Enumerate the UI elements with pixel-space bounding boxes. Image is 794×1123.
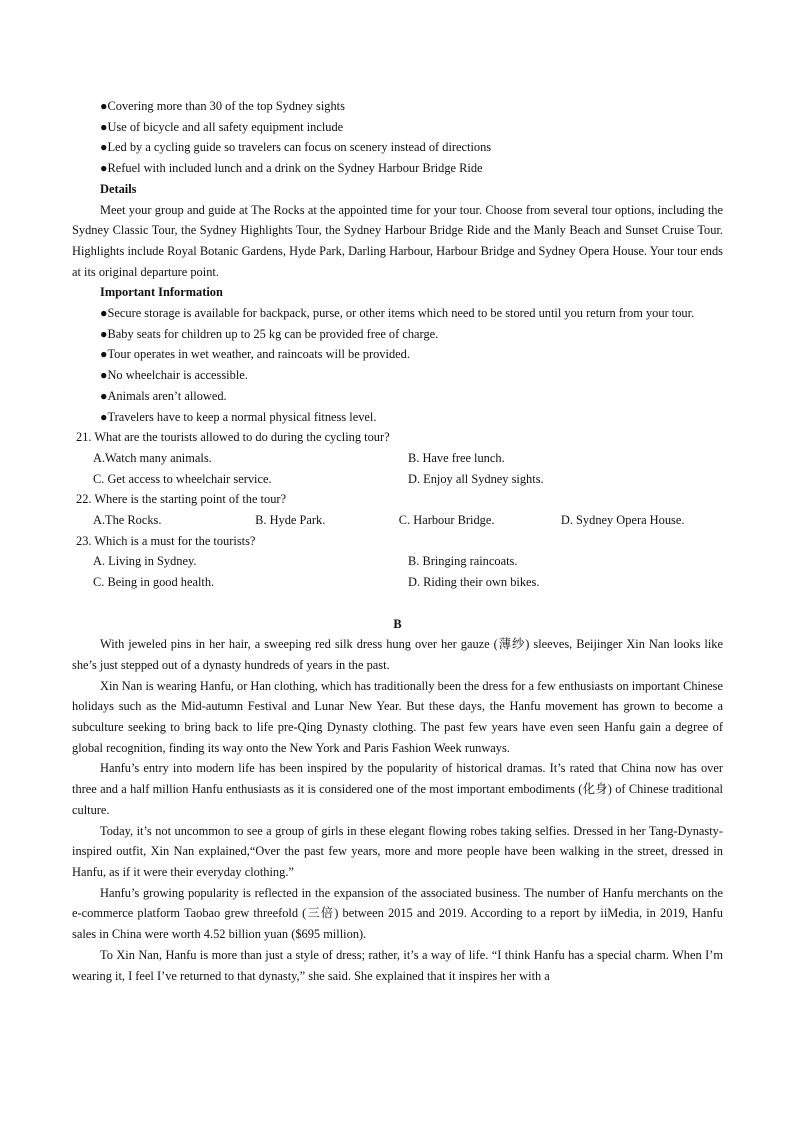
option-21a: A.Watch many animals.: [93, 450, 212, 465]
bullet-item: ●Refuel with included lunch and a drink on the Sydney Harbour Bridge Ride: [100, 161, 483, 176]
info-item: ●Animals aren’t allowed.: [100, 388, 227, 403]
option-22b: B. Hyde Park.: [255, 513, 326, 528]
info-item: ●Secure storage is available for backpack, purse, or other items which need to be stored until you return from your tour.: [100, 306, 695, 321]
option-22c: C. Harbour Bridge.: [398, 513, 495, 528]
option-21d: D. Enjoy all Sydney sights.: [408, 471, 544, 486]
article-paragraph: To Xin Nan, Hanfu is more than just a style of dress; rather, it’s a way of life. “I think Hanfu has a special charm. When I’m wearing it, I feel I’ve returned to that dynasty,” she said. She explained that it inspires her with a: [72, 947, 723, 983]
info-item: ●Tour operates in wet weather, and raincoats will be provided.: [100, 347, 410, 362]
bullet-item: ●Covering more than 30 of the top Sydney sights: [100, 99, 345, 113]
article-paragraph: Xin Nan is wearing Hanfu, or Han clothing, which has traditionally been the dress for a few enthusiasts on important Chinese holidays such as the Mid-autumn Festival and Lunar New Year. But these days, the Hanfu movement has grown to become a subculture seeking to bring back to life pre-Qing Dynasty clothing. The past few years have even seen Hanfu gain a degree of global recognition, finding its way onto the New York and Paris Fashion Week runways.: [72, 678, 723, 755]
options-row: [72, 510, 723, 531]
section-gap: [72, 593, 723, 614]
options-row: [72, 551, 723, 572]
section-b-label: B: [393, 616, 402, 631]
option-21c: C. Get access to wheelchair service.: [93, 471, 272, 486]
option-23c: C. Being in good health.: [93, 575, 215, 590]
option-22a: A.The Rocks.: [93, 513, 162, 528]
details-heading: Details: [100, 181, 137, 196]
question-23: 23. Which is a must for the tourists?: [76, 533, 256, 548]
question-21: 21. What are the tourists allowed to do during the cycling tour?: [76, 430, 390, 445]
article-paragraph: With jeweled pins in her hair, a sweeping red silk dress hung over her gauze (薄纱) sleeves, Beijinger Xin Nan looks like she’s just stepped out of a dynasty hundreds of years in the past.: [72, 637, 723, 672]
options-row: [72, 469, 723, 490]
info-item: ●No wheelchair is accessible.: [100, 368, 248, 383]
options-row: [72, 448, 723, 469]
bullet-item: ●Use of bicycle and all safety equipment include: [100, 119, 344, 134]
details-paragraph: Meet your group and guide at The Rocks at the appointed time for your tour. Choose from several tour options, including the Sydney Classic Tour, the Sydney Highlights Tour, the Sydney Harbour Bridge Ride and the Manly Beach and Sunset Cruise Tour. Highlights include Royal Botanic Gardens, Hyde Park, Darling Harbour, Harbour Bridge and Sydney Opera House. Your tour ends at its original departure point.: [72, 202, 723, 279]
important-info-heading: Important Information: [100, 285, 223, 300]
info-item: ●Baby seats for children up to 25 kg can be provided free of charge.: [100, 326, 439, 341]
option-23a: A. Living in Sydney.: [93, 554, 197, 569]
options-row: [72, 572, 723, 593]
article-paragraph: Hanfu’s entry into modern life has been inspired by the popularity of historical dramas. It’s rated that China now has over three and a half million Hanfu enthusiasts as it is considered one of the most important embodiments (化身) of Chinese traditional culture.: [72, 761, 723, 817]
option-23d: D. Riding their own bikes.: [408, 575, 540, 590]
article-paragraph: Hanfu’s growing popularity is reflected in the expansion of the associated business. The number of Hanfu merchants on the e-commerce platform Taobao grew threefold (三倍) between 2015 and 2019. According to a report by iiMedia, in 2019, Hanfu sales in China were worth 4.52 billion yuan ($695 million).: [72, 885, 723, 942]
page-content: [72, 96, 723, 986]
option-21b: B. Have free lunch.: [408, 450, 505, 465]
question-22: 22. Where is the starting point of the tour?: [76, 492, 287, 507]
info-item: ●Travelers have to keep a normal physical fitness level.: [100, 409, 377, 424]
option-22d: D. Sydney Opera House.: [560, 513, 685, 528]
option-23b: B. Bringing raincoats.: [408, 554, 518, 569]
bullet-item: ●Led by a cycling guide so travelers can focus on scenery instead of directions: [100, 140, 492, 155]
article-paragraph: Today, it’s not uncommon to see a group of girls in these elegant flowing robes taking selfies. Dressed in her Tang-Dynasty-inspired outfit, Xin Nan explained,“Over the past few years, more and more people have been walking in the street, dressed in Hanfu, as if it were their everyday clothing.”: [72, 823, 723, 879]
